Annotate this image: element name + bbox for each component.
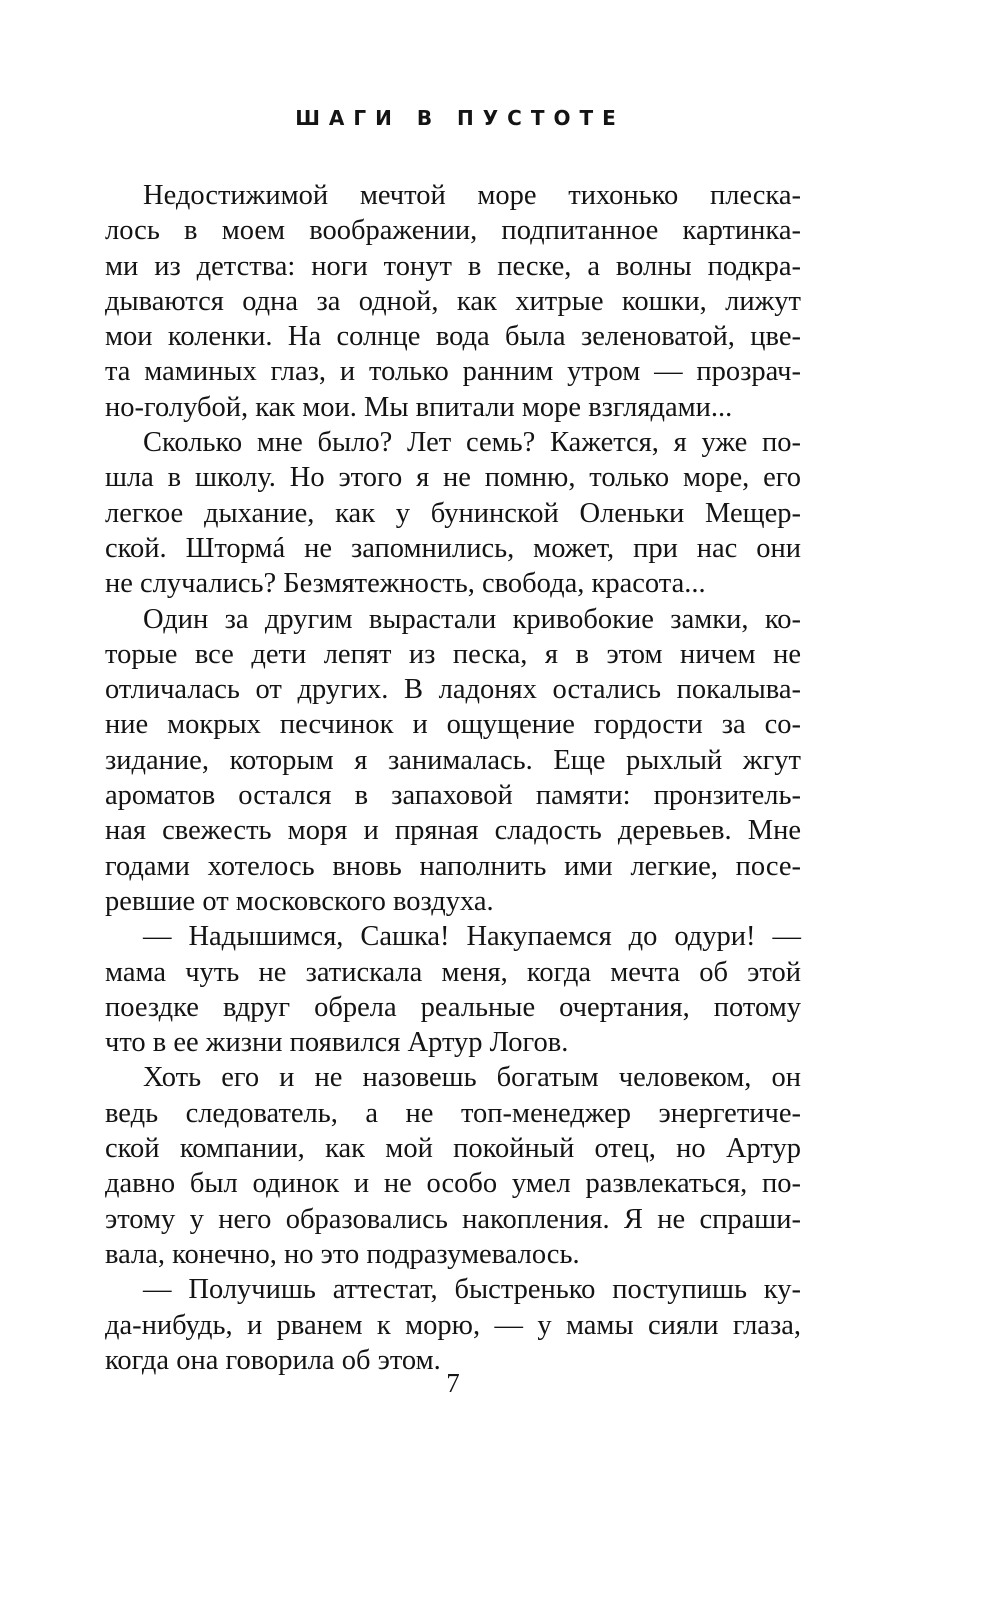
page-number: 7 [446,1368,460,1398]
text-line: отличалась от других. В ладонях остались покалыва- [105,674,801,706]
text-line: ми из детства: ноги тонут в песке, а волны подкра- [105,250,801,282]
text-line: торые все дети лепят из песка, я в этом ничем не [105,638,801,670]
text-line: но-голубой, как мои. Мы впитали море взглядами... [105,391,733,423]
paragraph [105,425,801,601]
paragraph [105,602,801,920]
text-line: легкое дыхание, как у бунинской Оленьки Мещер- [105,497,801,529]
text-line: ароматов остался в запаховой памяти: пронзитель- [105,780,801,812]
text-line: Недостижимой мечтой море тихонько плеска- [143,180,801,211]
paragraph [105,1272,801,1378]
text-line: мои коленки. На солнце вода была зеленоватой, цве- [105,321,801,353]
text-line: вала, конечно, но это подразумевалось. [105,1238,580,1270]
text-line: этому у него образовались накопления. Я не спраши- [105,1203,801,1235]
text-line: — Надышимся, Сашка! Накупаемся до одури! — [143,921,801,953]
text-line: Хоть его и не назовешь богатым человеком, он [143,1062,801,1094]
text-line: дываются одна за одной, как хитрые кошки, лижут [105,285,801,317]
text-line: та маминых глаз, и только ранним утром — прозрач- [105,356,801,388]
text-line: ная свежесть моря и пряная сладость деревьев. Мне [105,815,801,847]
text-line: годами хотелось вновь наполнить ими легкие, посе- [105,850,801,882]
text-line: ние мокрых песчинок и ощущение гордости за со- [105,709,801,741]
text-line: не случались? Безмятежность, свобода, красота... [105,568,706,600]
paragraph [105,919,801,1060]
paragraph [105,178,801,425]
text-line: ской компании, как мой покойный отец, но Артур [105,1133,801,1165]
text-line: Один за другим вырастали кривобокие замки, ко- [143,603,801,635]
text-line: зидание, которым я занималась. Еще рыхлый жгут [105,744,801,776]
paragraph [105,1060,801,1272]
text-line: давно был одинок и не особо умел развлекаться, по- [105,1168,801,1200]
text-line: мама чуть не затискала меня, когда мечта об этой [105,956,801,988]
body-text [105,178,801,1378]
text-line: ведь следователь, а не топ-менеджер энергетиче- [105,1097,801,1129]
text-line: что в ее жизни появился Артур Логов. [105,1027,569,1059]
text-line: да-нибудь, и рванем к морю, — у мамы сияли глаза, [105,1309,801,1341]
text-line: Сколько мне было? Лет семь? Кажется, я уже по- [143,427,801,459]
text-line: когда она говорила об этом. [105,1344,441,1376]
running-title: ШАГИ В ПУСТОТЕ [295,106,625,130]
text-line: ской. Штормá не запомнились, может, при нас они [105,532,801,564]
text-line: поездке вдруг обрела реальные очертания, потому [105,991,801,1023]
text-line: шла в школу. Но этого я не помню, только море, его [105,462,801,494]
text-line: лось в моем воображении, подпитанное картинка- [105,215,801,247]
text-line: — Получишь аттестат, быстренько поступишь ку- [143,1274,801,1306]
text-line: ревшие от московского воздуха. [105,885,494,917]
